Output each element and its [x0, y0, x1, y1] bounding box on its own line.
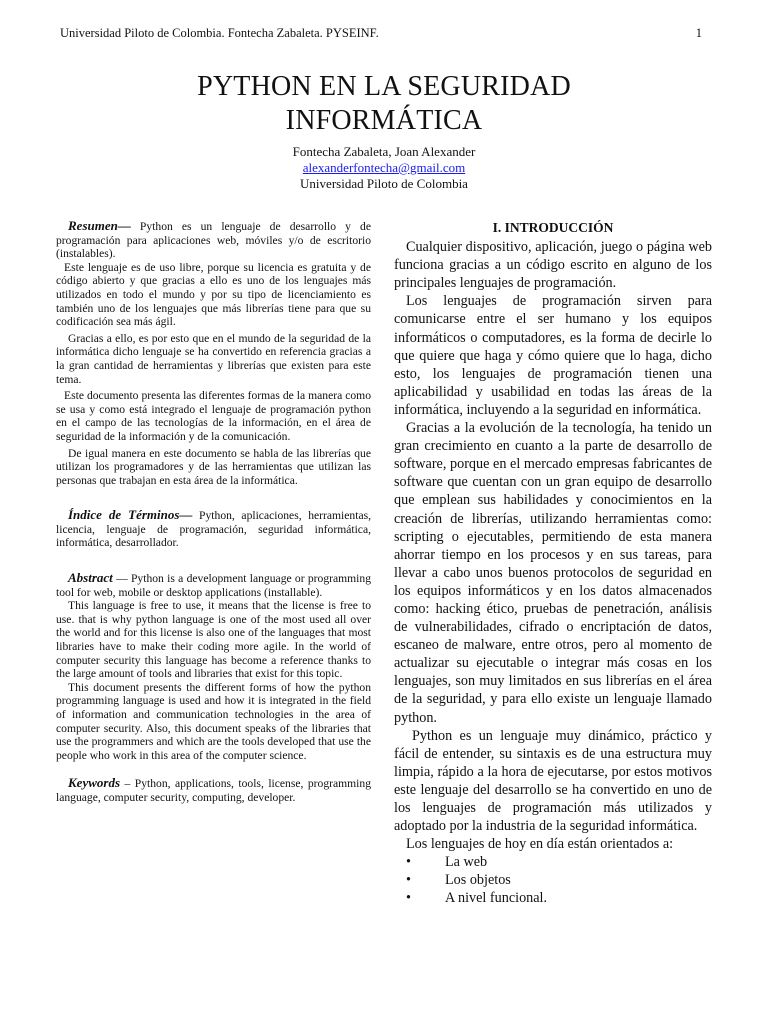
keywords-label: Keywords	[68, 775, 120, 791]
resumen-paragraph-3: Gracias a ello, es por esto que en el mundo de la seguridad de la informática dicho lenguaje se ha convertido en referencia gracias a la gran cantidad de herramientas y librerías que existen para este tema.	[56, 331, 371, 386]
resumen-paragraph-5: De igual manera en este documento se habla de las librerías que utilizan los programadores y de las herramientas que utilizan las personas que trabajan en esta área de la informática.	[56, 446, 371, 487]
running-head-text: Universidad Piloto de Colombia. Fontecha Zabaleta. PYSEINF.	[60, 26, 379, 40]
intro-paragraph-4: Python es un lenguaje muy dinámico, práctico y fácil de entender, su sintaxis es de una estructura muy limpia, rápido a la hora de ejecutarse, por estos motivos este lenguaje del desarrollo se ha convertido en uno de los lenguajes de programación más utilizados y adoptado por la industria de la seguridad informática.	[394, 727, 712, 835]
intro-paragraph-1: Cualquier dispositivo, aplicación, juego o página web funciona gracias a un código escrito en alguno de los principales lenguajes de programación.	[394, 239, 712, 292]
author-block	[0, 144, 768, 192]
author-name: Fontecha Zabaleta, Joan Alexander	[292, 144, 476, 159]
left-column	[56, 219, 371, 805]
bullet-icon: •	[406, 854, 411, 871]
page-number: 1	[695, 26, 702, 40]
intro-bullet-list	[394, 853, 712, 907]
author-affiliation: Universidad Piloto de Colombia	[300, 176, 468, 191]
bullet-icon: •	[406, 872, 411, 889]
abstract-label: Abstract	[68, 570, 113, 586]
running-head	[60, 26, 702, 41]
list-item: • La web	[406, 854, 488, 871]
abstract-paragraph-2: This language is free to use, it means that the license is free to use. that is why python language is one of the most used all over the world and for this license is also one of the languages that most libraries have to make their coding more agile. In the world of computer security this language has become a reference thanks to the large amount of tools and libraries that exist for this topic.	[56, 599, 371, 681]
keywords-paragraph: Keywords – Python, applications, tools, license, programming language, computer security, computing, developer.	[56, 775, 371, 804]
list-item: • Los objetos	[406, 872, 511, 889]
index-terms-label: Índice de Términos—	[68, 507, 193, 523]
bullet-icon: •	[406, 890, 411, 907]
abstract-paragraph-1: Abstract — Python is a development language or programming tool for web, mobile or desktop applications (installable).	[56, 570, 371, 599]
paper-title-line-2: INFORMÁTICA	[285, 105, 483, 136]
resumen-paragraph-1: Resumen— Python es un lenguaje de desarrollo y de programación para aplicaciones web, móviles y/o de escritorio (instalables).	[56, 218, 371, 261]
resumen-label: Resumen—	[68, 218, 131, 233]
list-item: • A nivel funcional.	[406, 890, 548, 907]
intro-paragraph-3: Gracias a la evolución de la tecnología, ha tenido un gran crecimiento en cuanto a la parte de desarrollo de software, porque en el mercado empresas fabricantes de software que cuentan con un gran equipo de desarrollo que emplean sus habilidades y conocimientos en la creación de librerías, utilizando herramientas como: scripting o ejecutables, permitiendo de esta manera ahorrar tiempo en los procesos y en sus tareas, para llevar a cabo unos buenos protocolos de seguridad en los equipos informáticos y en los datos almacenados como: hacking ético, pruebas de penetración, análisis de vulnerabilidades, cifrado o encriptación de datos, escaneo de malware, entre otros, pero al momento de actualizar su ejecutable o integrar más cosas en los lenguajes, son muy limitados en sus librerías en el área de la seguridad, y para ello existe un lenguaje llamado python.	[394, 420, 712, 726]
section-heading-introduccion: I. INTRODUCCIÓN	[492, 220, 614, 235]
intro-paragraph-2: Los lenguajes de programación sirven para comunicarse entre el ser humano y los equipos informáticos o computadores, es la forma de decirle lo que quiere que haga y cómo quiere que lo haga, dicho esto, los lenguajes de programación tienen una aplicabilidad y usabilidad en todas las áreas de la informática, incluyendo a la seguridad en informática.	[394, 293, 712, 418]
author-email-link[interactable]: alexanderfontecha@gmail.com	[302, 160, 466, 175]
index-terms-paragraph: Índice de Términos— Python, aplicaciones, herramientas, licencia, lenguaje de programación, seguridad informática, informática, desarrollador.	[56, 507, 371, 550]
intro-paragraph-5: Los lenguajes de hoy en día están orientados a:	[406, 836, 674, 853]
abstract-paragraph-3: This document presents the different forms of how the python programming language is used and how it is integrated in the field of information and communication technologies in the area of computer security. Also, this document speaks of the libraries that use the programmers and which are the tools developed that use the people who work in this area of the computer science.	[56, 680, 371, 762]
right-column	[394, 219, 712, 908]
paper-title	[0, 70, 768, 138]
resumen-paragraph-2: Este lenguaje es de uso libre, porque su licencia es gratuita y de código abierto y que gracias a ello es uno de los lenguajes más utilizados en todo el mundo y por su tipo de licenciamiento es también uno de los lenguajes que más librerías tiene para que su codificación sea más ágil.	[56, 260, 371, 329]
resumen-paragraph-4: Este documento presenta las diferentes formas de la manera como se usa y como está integrado el lenguaje de programación python en el campo de las tecnologías de la información, en el área de seguridad de la información y de la comunicación.	[56, 389, 371, 443]
paper-title-line-1: PYTHON EN LA SEGURIDAD	[197, 71, 571, 102]
